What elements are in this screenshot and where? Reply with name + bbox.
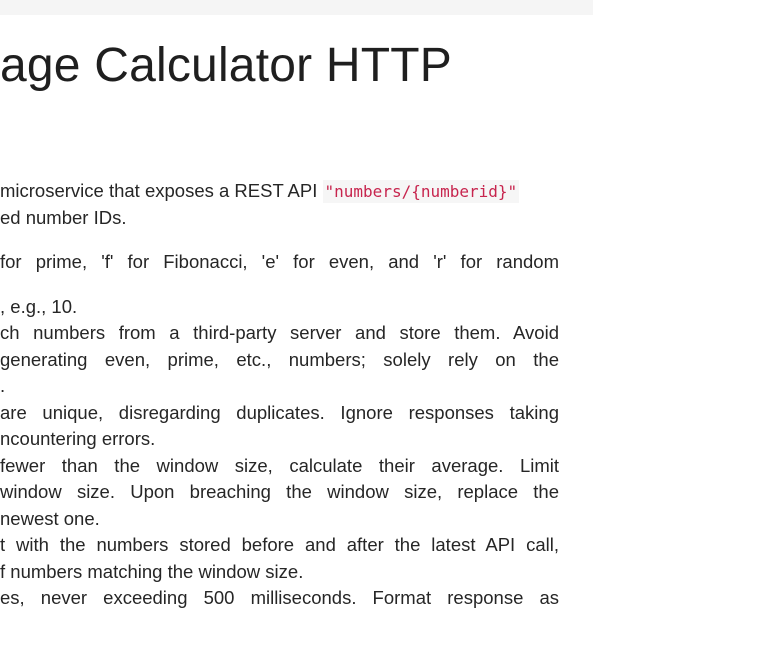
paragraph-gap [0,276,559,294]
description-body [0,178,559,612]
paragraph-4-line-1: ch numbers from a third-party server and store them. Avoid [0,322,559,343]
paragraph-5-line-1: are unique, disregarding duplicates. Ignore responses taking [0,401,559,423]
paragraph-6-line-1: fewer than the window size, calculate their average. Limit [0,454,559,476]
paragraph-7-line-1: t with the numbers stored before and after the latest API call, [0,534,559,555]
paragraph-1-text: microservice that exposes a REST API [0,180,318,201]
paragraph-1-line-1 [0,178,559,205]
paragraph-1-line-2: ed number IDs. [0,206,127,228]
paragraph-3-line-1: , e.g., 10. [0,295,78,317]
paragraph-gap [0,231,559,249]
paragraph-4-line-3: . [0,375,6,396]
paragraph-2-line-1: for prime, 'f' for Fibonacci, 'e' for even, and 'r' for random [0,251,559,272]
paragraph-7-line-2: f numbers matching the window size. [0,560,304,582]
paragraph-5-line-2: ncountering errors. [0,428,156,449]
top-bar [0,0,593,15]
paragraph-6-line-2: window size. Upon breaching the window size, replace the [0,481,559,502]
paragraph-8-line-1: es, never exceeding 500 milliseconds. Format response as [0,587,559,608]
paragraph-4-line-2: generating even, prime, etc., numbers; solely rely on the [0,348,559,370]
page-title: age Calculator HTTP [0,39,452,92]
api-endpoint-code: "numbers/{numberid}" [324,182,518,201]
paragraph-6-line-3: newest one. [0,507,100,529]
